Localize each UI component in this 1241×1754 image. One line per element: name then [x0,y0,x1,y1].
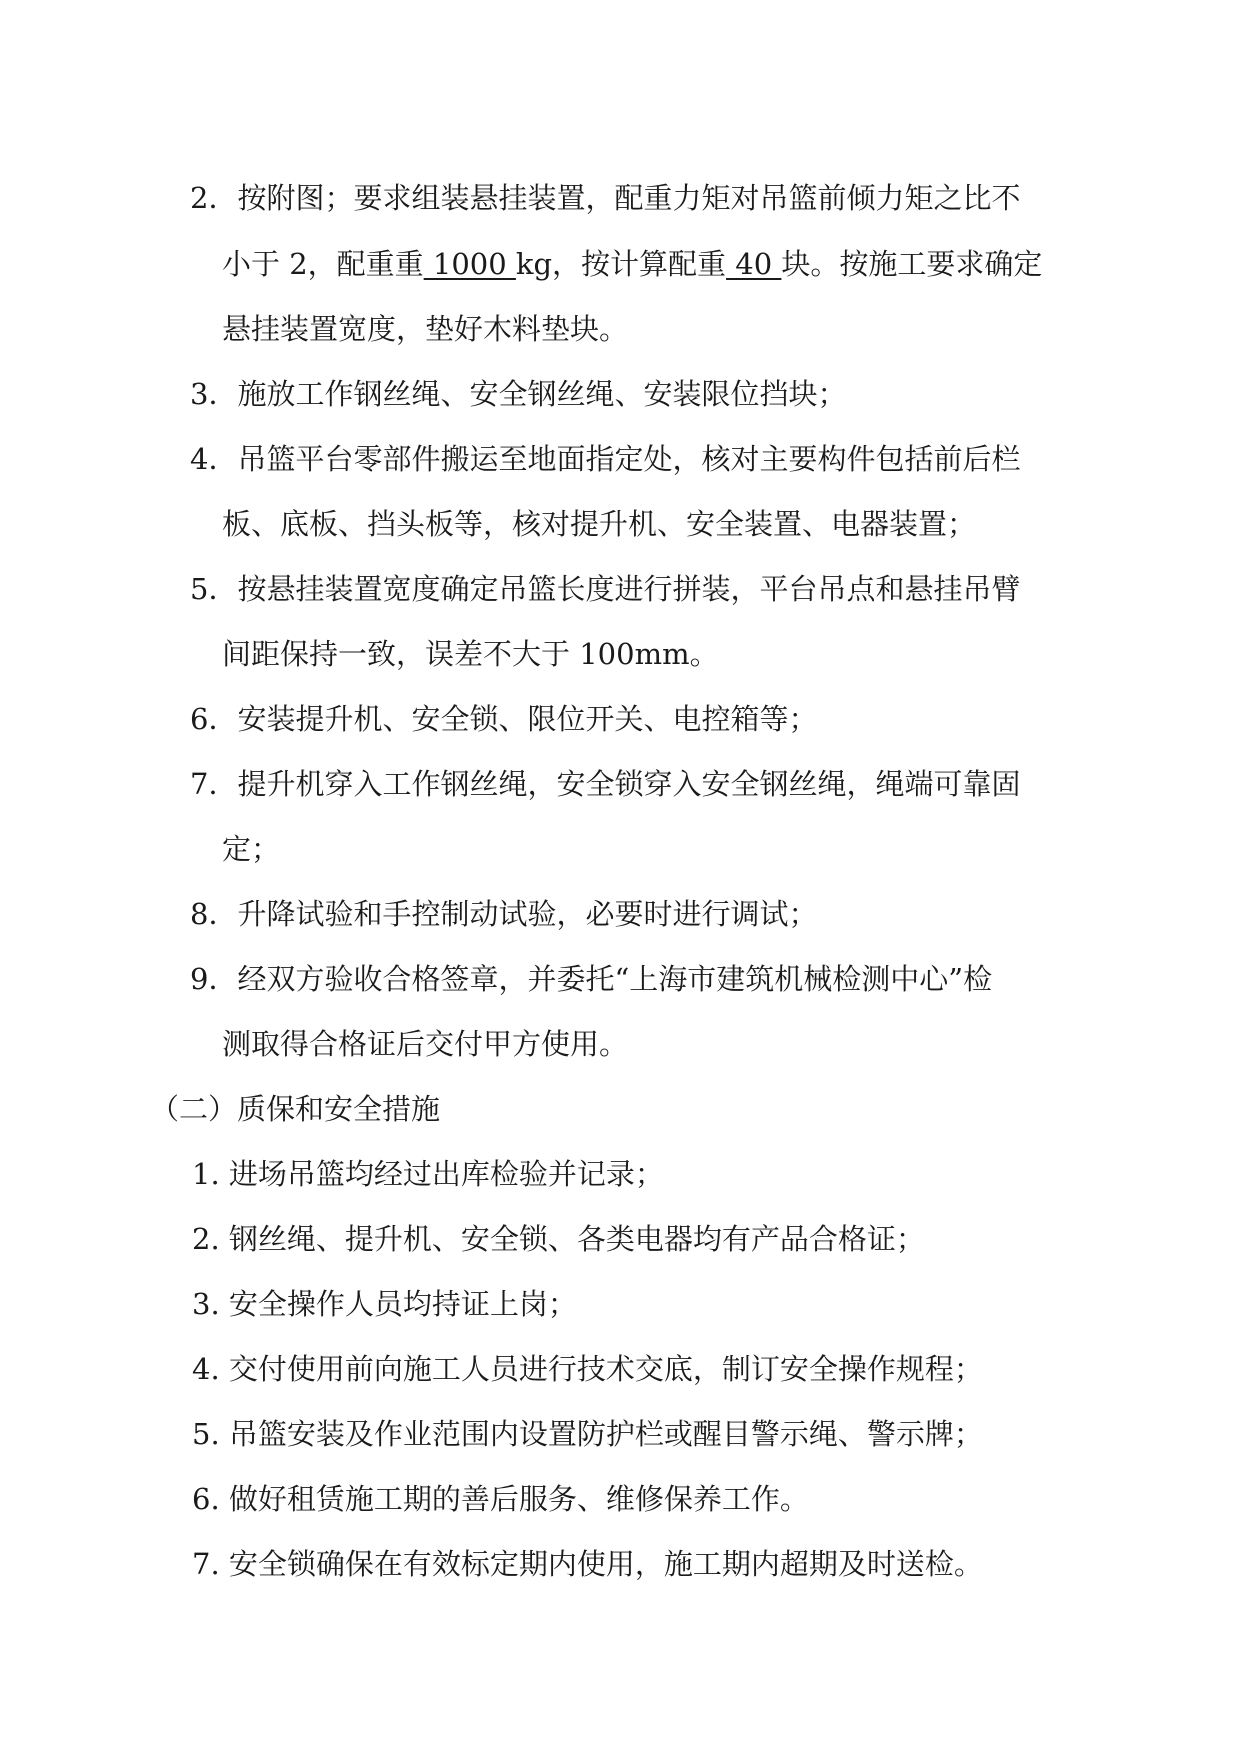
measure-text: 钢丝绳、提升机、安全锁、各类电器均有产品合格证； [228,1222,925,1256]
step-text: 升降试验和手控制动试验，必要时进行调试； [237,897,818,931]
step-9-line-2 [222,1024,628,1064]
measure-number: 4. [192,1352,220,1386]
step-number: 5． [190,572,238,606]
step-text: kg，按计算配重 [515,247,727,281]
measure-2 [192,1219,925,1259]
measure-number: 1. [192,1157,220,1191]
step-7-line-1 [190,764,1020,804]
measure-number: 2. [192,1222,220,1256]
measure-4 [192,1349,983,1389]
step-text: 经双方验收合格签章，并委托“上海市建筑机械检测中心”检 [237,962,993,996]
step-text: 按悬挂装置宽度确定吊篮长度进行拼装，平台吊点和悬挂吊臂 [237,572,1021,606]
step-2-line-1 [190,178,1020,218]
measure-text: 吊篮安装及作业范围内设置防护栏或醒目警示绳、警示牌； [228,1417,983,1451]
measure-5 [192,1414,983,1454]
counterweight-weight-blank: 1000 [423,247,516,281]
counterweight-count-blank: 40 [726,247,782,281]
measure-text: 交付使用前向施工人员进行技术交底，制订安全操作规程； [228,1352,983,1386]
step-2-line-2 [222,244,1042,284]
step-number: 8． [190,897,238,931]
step-text: 提升机穿入工作钢丝绳，安全锁穿入安全钢丝绳，绳端可靠固 [237,767,1021,801]
step-9-line-1 [190,959,992,999]
step-text: 施放工作钢丝绳、安全钢丝绳、安装限位挡块； [237,377,847,411]
section-heading [150,1089,440,1129]
measure-text: 安全锁确保在有效标定期内使用，施工期内超期及时送检。 [228,1547,983,1581]
step-3-line-1 [190,374,846,414]
step-text: 块。按施工要求确定 [781,247,1043,281]
step-number: 4． [190,442,238,476]
measure-7 [192,1544,983,1584]
step-8-line-1 [190,894,817,934]
step-text: 安装提升机、安全锁、限位开关、电控箱等； [237,702,818,736]
measure-number: 3. [192,1287,220,1321]
step-text: 间距保持一致，误差不大于 100mm。 [222,637,719,671]
step-number: 6． [190,702,238,736]
measure-number: 7. [192,1547,220,1581]
measure-number: 5. [192,1417,220,1451]
measure-6 [192,1479,809,1519]
step-number: 9． [190,962,238,996]
step-4-line-1 [190,439,1020,479]
measure-text: 安全操作人员均持证上岗； [228,1287,577,1321]
measure-text: 进场吊篮均经过出库检验并记录； [228,1157,664,1191]
step-text: 定； [222,832,281,866]
measure-number: 6. [192,1482,220,1516]
step-text: 板、底板、挡头板等，核对提升机、安全装置、电器装置； [222,507,977,541]
step-text: 小于 2，配重重 [222,247,424,281]
measure-1 [192,1154,664,1194]
step-text: 按附图；要求组装悬挂装置，配重力矩对吊篮前倾力矩之比不 [237,181,1021,215]
step-text: 测取得合格证后交付甲方使用。 [222,1027,629,1061]
step-text: 悬挂装置宽度，垫好木料垫块。 [222,312,629,346]
step-4-line-2 [222,504,976,544]
step-number: 7． [190,767,238,801]
step-5-line-2 [222,634,719,674]
section-title: （二）质保和安全措施 [150,1092,441,1126]
step-number: 2． [190,181,238,215]
step-5-line-1 [190,569,1020,609]
measure-text: 做好租赁施工期的善后服务、维修保养工作。 [228,1482,809,1516]
step-2-line-3 [222,309,628,349]
step-number: 3． [190,377,238,411]
step-text: 吊篮平台零部件搬运至地面指定处，核对主要构件包括前后栏 [237,442,1021,476]
step-6-line-1 [190,699,817,739]
step-7-line-2 [222,829,280,869]
measure-3 [192,1284,577,1324]
